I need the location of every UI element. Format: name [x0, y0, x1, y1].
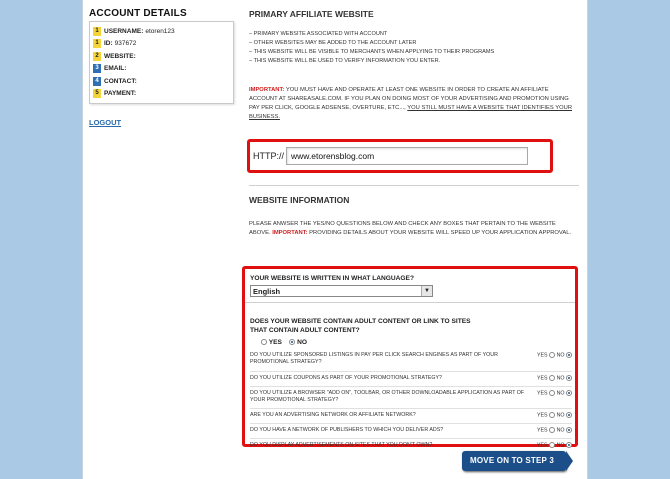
- yes-label: YES: [536, 412, 548, 419]
- account-label: EMAIL:: [104, 65, 127, 73]
- account-details-box: [89, 21, 234, 104]
- question-options: [537, 352, 572, 358]
- language-question: YOUR WEBSITE IS WRITTEN IN WHAT LANGUAGE?: [250, 275, 414, 282]
- account-value: 937672: [114, 40, 137, 48]
- bullet-item: – OTHER WEBSITES MAY BE ADDED TO THE ACCOUNT LATER: [249, 40, 417, 46]
- radio-label: YES: [268, 339, 282, 346]
- question-row: [250, 351, 572, 371]
- no-label: NO: [556, 442, 565, 449]
- important-underline: YOU STILL MUST HAVE A WEBSITE THAT IDENTIFIES YOUR BUSINESS.: [249, 105, 573, 120]
- website-url-input[interactable]: [286, 147, 528, 165]
- row-divider: [250, 438, 572, 439]
- logout-link[interactable]: LOGOUT: [89, 118, 122, 127]
- website-info-intro: [249, 220, 577, 238]
- step-number: 2: [93, 52, 101, 61]
- radio-label: NO: [297, 339, 307, 346]
- account-row-payment: [93, 88, 230, 101]
- no-radio[interactable]: [566, 412, 572, 418]
- question-row: [250, 389, 572, 409]
- intro-text: PLEASE ANWSER THE YES/NO QUESTIONS BELOW AND CHECK ANY BOXES THAT PERTAIN TO THE WEBSITE ABOVE.: [249, 221, 556, 236]
- yes-radio[interactable]: [549, 442, 555, 448]
- language-select[interactable]: [250, 285, 433, 297]
- no-radio[interactable]: [566, 427, 572, 433]
- yes-label: YES: [536, 352, 548, 359]
- url-highlight-box: [247, 139, 553, 173]
- adult-question-line: THAT CONTAIN ADULT CONTENT?: [250, 327, 360, 334]
- no-radio[interactable]: [566, 390, 572, 396]
- adult-answer: [261, 339, 307, 346]
- important-text: PROVIDING DETAILS ABOUT YOUR WEBSITE WILL SPEED UP YOUR APPLICATION APPROVAL.: [307, 230, 572, 236]
- primary-website-title: PRIMARY AFFILIATE WEBSITE: [249, 9, 374, 19]
- website-info-title: WEBSITE INFORMATION: [249, 195, 350, 205]
- step-number: 1: [93, 27, 101, 36]
- question-row: [250, 426, 572, 438]
- no-radio[interactable]: [566, 442, 572, 448]
- step-number: 4: [93, 77, 101, 86]
- important-label: IMPORTANT:: [249, 87, 285, 93]
- account-row-id: [93, 38, 230, 51]
- question-text: DO YOU UTILIZE SPONSORED LISTINGS IN PAY PER CLICK SEARCH ENGINES AS PART OF YOUR PROMOTIONAL STRATEGY?: [250, 352, 498, 365]
- language-select-value: English: [253, 287, 281, 296]
- question-row: [250, 411, 572, 423]
- account-label: USERNAME:: [104, 27, 144, 35]
- yes-radio[interactable]: [549, 427, 555, 433]
- yes-label: YES: [536, 390, 548, 397]
- adult-question-line: DOES YOUR WEBSITE CONTAIN ADULT CONTENT OR LINK TO SITES: [250, 318, 471, 325]
- account-row-email: [93, 63, 230, 76]
- questions-highlight-box: [242, 266, 578, 447]
- bullet-item: – THIS WEBSITE WILL BE VISIBLE TO MERCHANTS WHEN APPLYING TO THEIR PROGRAMS: [249, 49, 495, 55]
- question-divider: [245, 302, 575, 303]
- important-text: YOU MUST HAVE AND OPERATE AT LEAST ONE WEBSITE IN ORDER TO CREATE AN AFFILIATE ACCOUNT AT SHAREASALE.COM. IF YOU PLAN ON DOING MOST OF YOUR ADVERTISING AND PROMOTION USING PAY PER CLICK, GOOGLE ADSENSE, OVERTURE, ETC...,: [249, 87, 569, 111]
- question-text: DO YOU UTILIZE A BROWSER "ADD ON", TOOLBAR, OR OTHER DOWNLOADABLE APPLICATION AS PART OF YOUR PROMOTIONAL STRATEGY?: [250, 390, 525, 403]
- yes-label: YES: [536, 442, 548, 449]
- bullet-item: – THIS WEBSITE WILL BE USED TO VERIFY INFORMATION YOU ENTER.: [249, 58, 441, 64]
- adult-question: [250, 317, 570, 335]
- account-row-contact: [93, 75, 230, 88]
- yes-label: YES: [536, 375, 548, 382]
- no-label: NO: [556, 352, 565, 359]
- no-label: NO: [556, 427, 565, 434]
- question-options: [537, 390, 572, 396]
- no-label: NO: [556, 390, 565, 397]
- question-options: [537, 442, 572, 448]
- account-panel: [89, 8, 234, 127]
- adult-no-radio[interactable]: [289, 339, 295, 345]
- row-divider: [250, 386, 572, 387]
- question-options: [537, 375, 572, 381]
- move-on-step-3-button[interactable]: MOVE ON TO STEP 3: [462, 451, 566, 471]
- account-row-website: [93, 50, 230, 63]
- row-divider: [250, 408, 572, 409]
- yes-radio[interactable]: [549, 375, 555, 381]
- yes-radio[interactable]: [549, 412, 555, 418]
- section-divider: [249, 185, 579, 186]
- account-title: ACCOUNT DETAILS: [89, 8, 187, 19]
- no-radio[interactable]: [566, 375, 572, 381]
- row-divider: [250, 423, 572, 424]
- adult-yes-radio[interactable]: [261, 339, 267, 345]
- yes-radio[interactable]: [549, 390, 555, 396]
- row-divider: [250, 371, 572, 372]
- question-text: DO YOU HAVE A NETWORK OF PUBLISHERS TO WHICH YOU DELIVER ADS?: [250, 427, 444, 433]
- chevron-down-icon[interactable]: ▼: [421, 286, 432, 296]
- account-row-username: [93, 25, 230, 38]
- important-label: IMPORTANT:: [272, 230, 308, 236]
- step-number: 1: [93, 39, 101, 48]
- step-number: 5: [93, 89, 101, 98]
- question-text: DO YOU DISPLAY ADVERTISEMENTS ON SITES THAT YOU DON'T OWN?: [250, 442, 433, 448]
- account-label: PAYMENT:: [104, 90, 137, 98]
- question-text: ARE YOU AN ADVERTISING NETWORK OR AFFILIATE NETWORK?: [250, 412, 416, 418]
- question-text: DO YOU UTILIZE COUPONS AS PART OF YOUR PROMOTIONAL STRATEGY?: [250, 375, 442, 381]
- no-label: NO: [556, 412, 565, 419]
- step-number: 3: [93, 64, 101, 73]
- question-row: [250, 374, 572, 386]
- page-content: [82, 0, 588, 479]
- bullet-item: – PRIMARY WEBSITE ASSOCIATED WITH ACCOUNT: [249, 31, 388, 37]
- yes-radio[interactable]: [549, 352, 555, 358]
- no-label: NO: [556, 375, 565, 382]
- question-options: [537, 412, 572, 418]
- yes-label: YES: [536, 427, 548, 434]
- question-options: [537, 427, 572, 433]
- account-label: WEBSITE:: [104, 52, 136, 60]
- account-label: ID:: [104, 40, 113, 48]
- primary-bullets: [249, 30, 579, 66]
- primary-important-note: [249, 86, 577, 122]
- account-value: etoren123: [145, 27, 175, 35]
- no-radio[interactable]: [566, 352, 572, 358]
- http-label: HTTP://: [253, 151, 284, 161]
- account-label: CONTACT:: [104, 77, 137, 85]
